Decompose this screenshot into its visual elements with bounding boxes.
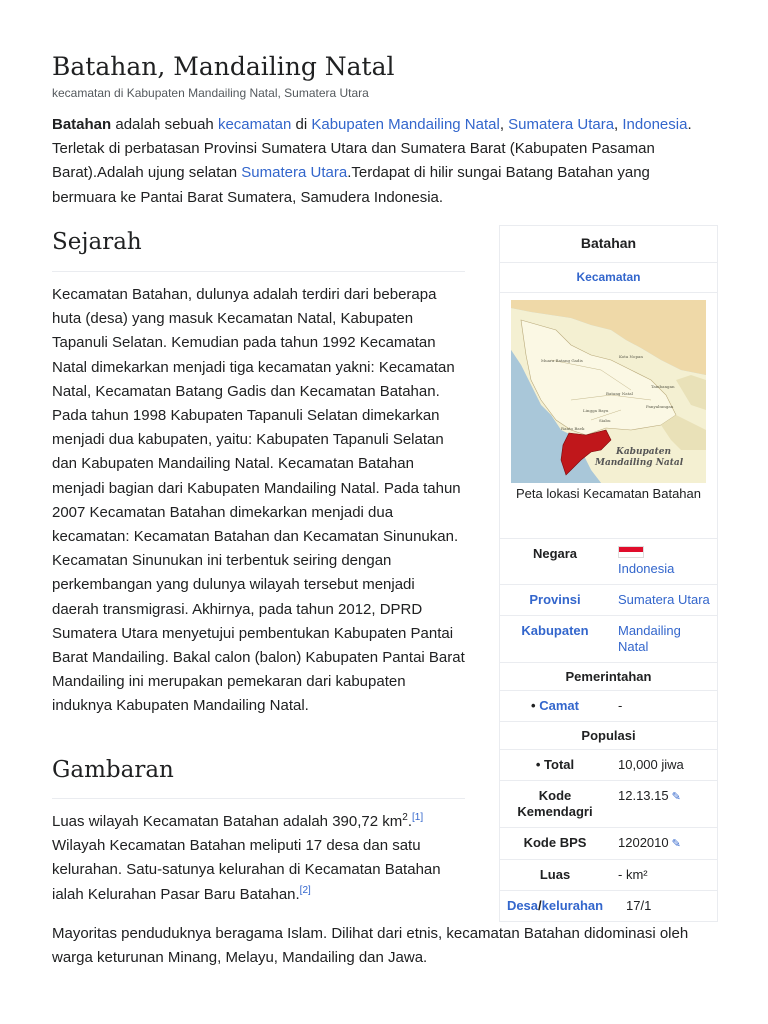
link-sumatera-utara-2[interactable]: Sumatera Utara [241, 164, 348, 182]
intro-paragraph [52, 113, 716, 210]
infobox-type-link[interactable]: Kecamatan [576, 270, 641, 284]
luas-label: Luas [539, 867, 571, 882]
section-heading-gambaran: Gambaran [52, 757, 465, 799]
intro-text-4: , [614, 116, 623, 133]
negara-label: Negara [532, 546, 578, 561]
svg-text:Panyabungan: Panyabungan [646, 404, 674, 409]
infobox-title: Batahan [580, 235, 637, 251]
gambaran-dot: . [407, 813, 412, 830]
infobox [499, 225, 718, 922]
svg-text:Tambangan: Tambangan [651, 384, 675, 389]
camat-bullet: • [531, 698, 540, 713]
intro-text-5: . Terletak di perbatasan Provinsi Sumatera Utara dan Sumatera Barat (Kabupaten Pasaman Barat).Adalah ujung selatan [52, 116, 692, 182]
infobox-row-kabupaten [500, 615, 717, 662]
camat-value: - [618, 698, 623, 713]
link-kecamatan[interactable]: kecamatan [217, 116, 292, 133]
intro-text-1: adalah sebuah [111, 116, 218, 133]
kabupaten-label-link[interactable]: Kabupaten [521, 623, 589, 638]
intro-bold-term: Batahan [52, 116, 112, 133]
kemendagri-label: Kode Kemendagri [517, 788, 593, 819]
negara-value-link[interactable]: Indonesia [618, 561, 675, 576]
page-title: Batahan, Mandailing Natal [52, 52, 395, 81]
desa-slash: / [538, 898, 542, 913]
camat-label-link[interactable]: Camat [539, 698, 579, 713]
populasi-header: Populasi [581, 728, 636, 743]
luas-value: - km² [618, 867, 648, 882]
kabupaten-value-link[interactable]: Mandailing Natal [618, 623, 681, 654]
superscript-square: 2 [402, 812, 408, 823]
gambaran-paragraph [52, 810, 465, 907]
infobox-row-desa [500, 890, 717, 921]
intro-text-3: , [499, 116, 509, 133]
bps-value: 1202010 [618, 835, 669, 850]
bps-label: Kode BPS [523, 835, 587, 850]
link-sumatera-utara[interactable]: Sumatera Utara [508, 116, 615, 133]
kemendagri-value: 12.13.15 [618, 788, 669, 803]
total-value: 10,000 jiwa [618, 757, 684, 772]
location-map-container [500, 292, 717, 538]
svg-text:Batang Natal: Batang Natal [606, 391, 633, 396]
demographics-paragraph: Mayoritas penduduknya beragama Islam. Dilihat dari etnis, kecamatan Batahan didominasi oleh warga keturunan Minang, Melayu, Mandailing dan Jawa. [52, 925, 689, 967]
svg-text:Kota Nopan: Kota Nopan [619, 354, 643, 359]
sejarah-paragraph: Kecamatan Batahan, dulunya adalah terdiri dari beberapa huta (desa) yang masuk Kecamatan Natal, Kabupaten Tapanuli Selatan. Kemudian pada tahun 1992 Kecamatan Natal dimekarkan menjadi tiga kecamatan yakni: Kecamatan Natal, Kecamatan Batang Gadis dan Kecamatan Batahan. Pada tahun 1998 Kabupaten Tapanuli Selatan dimekarkan menjadi dua kabupaten, yaitu: Kabupaten Tapanuli Selatan dan Kabupaten Mandailing Natal. Kecamatan Batahan menjadi bagian dari Kabupaten Mandailing Natal. Pada tahun 2007 Kecamatan Batahan dimekarkan menjadi dua kecamatan: Kecamatan Batahan dan Kecamatan Sinunukan. Kecamatan Sinunukan ini terbentuk seiring dengan perkembangan yang dulunya wilayah tersebut menjadi daerah transmigrasi. Akhirnya, pada tahun 2012, DPRD Sumatera Utara menyetujui pembentukan Kabupaten Pantai Barat Mandailing. Bakal calon (balon) Kabupaten Pantai Barat Mandailing ini merupakan pemekaran dari kabupaten induknya Kabupaten Mandailing Natal. [52, 286, 465, 715]
reference-link-1[interactable]: [1] [411, 812, 424, 823]
link-kabupaten-mandailing-natal[interactable]: Kabupaten Mandailing Natal [311, 116, 500, 133]
infobox-row-luas [500, 859, 717, 890]
provinsi-value-link[interactable]: Sumatera Utara [618, 592, 710, 607]
svg-text:Siabu: Siabu [599, 418, 611, 423]
location-map[interactable] [511, 300, 706, 483]
infobox-row-negara [500, 538, 717, 584]
section-heading-sejarah: Sejarah [52, 229, 465, 272]
pencil-icon[interactable]: ✎ [671, 791, 681, 803]
gambaran-text-1: Luas wilayah Kecamatan Batahan adalah 390,72 km [52, 813, 403, 830]
page-subtitle: kecamatan di Kabupaten Mandailing Natal, Sumatera Utara [52, 86, 369, 100]
reference-link-2[interactable]: [2] [299, 884, 311, 896]
pencil-icon[interactable]: ✎ [671, 838, 681, 850]
map-label-line-2: Mandailing Natal [595, 458, 684, 468]
desa-label-link[interactable]: Desa [506, 898, 539, 913]
map-caption: Peta lokasi Kecamatan Batahan [515, 486, 701, 501]
intro-text-6: .Terdapat di hilir sungai Batang Batahan yang bermuara ke Pantai Barat Sumatera, Samudera Indonesia. [52, 164, 650, 206]
infobox-row-kemendagri [500, 780, 717, 827]
provinsi-label-link[interactable]: Provinsi [529, 592, 581, 607]
kelurahan-label-link[interactable]: kelurahan [541, 898, 604, 913]
svg-text:Lingga Bayu: Lingga Bayu [583, 408, 609, 413]
svg-text:Muara Batang Gadis: Muara Batang Gadis [541, 358, 583, 363]
total-label: • Total [535, 757, 575, 772]
gambaran-text-2: Wilayah Kecamatan Batahan meliputi 17 desa dan satu kelurahan. Satu-satunya kelurahan di Kecamatan Batahan ialah Kelurahan Pasar Baru Batahan. [52, 837, 441, 903]
map-label-line-1: Kabupaten [616, 447, 672, 457]
link-indonesia[interactable]: Indonesia [622, 116, 688, 133]
desa-value: 17/1 [626, 898, 652, 913]
intro-text-2: di [291, 116, 312, 133]
infobox-row-provinsi [500, 584, 717, 615]
infobox-row-camat [500, 690, 717, 721]
infobox-row-bps [500, 827, 717, 859]
indonesia-flag-icon [618, 546, 644, 558]
infobox-row-total [500, 749, 717, 780]
svg-text:Ranto Baek: Ranto Baek [561, 426, 585, 431]
pemerintahan-header: Pemerintahan [565, 669, 652, 684]
